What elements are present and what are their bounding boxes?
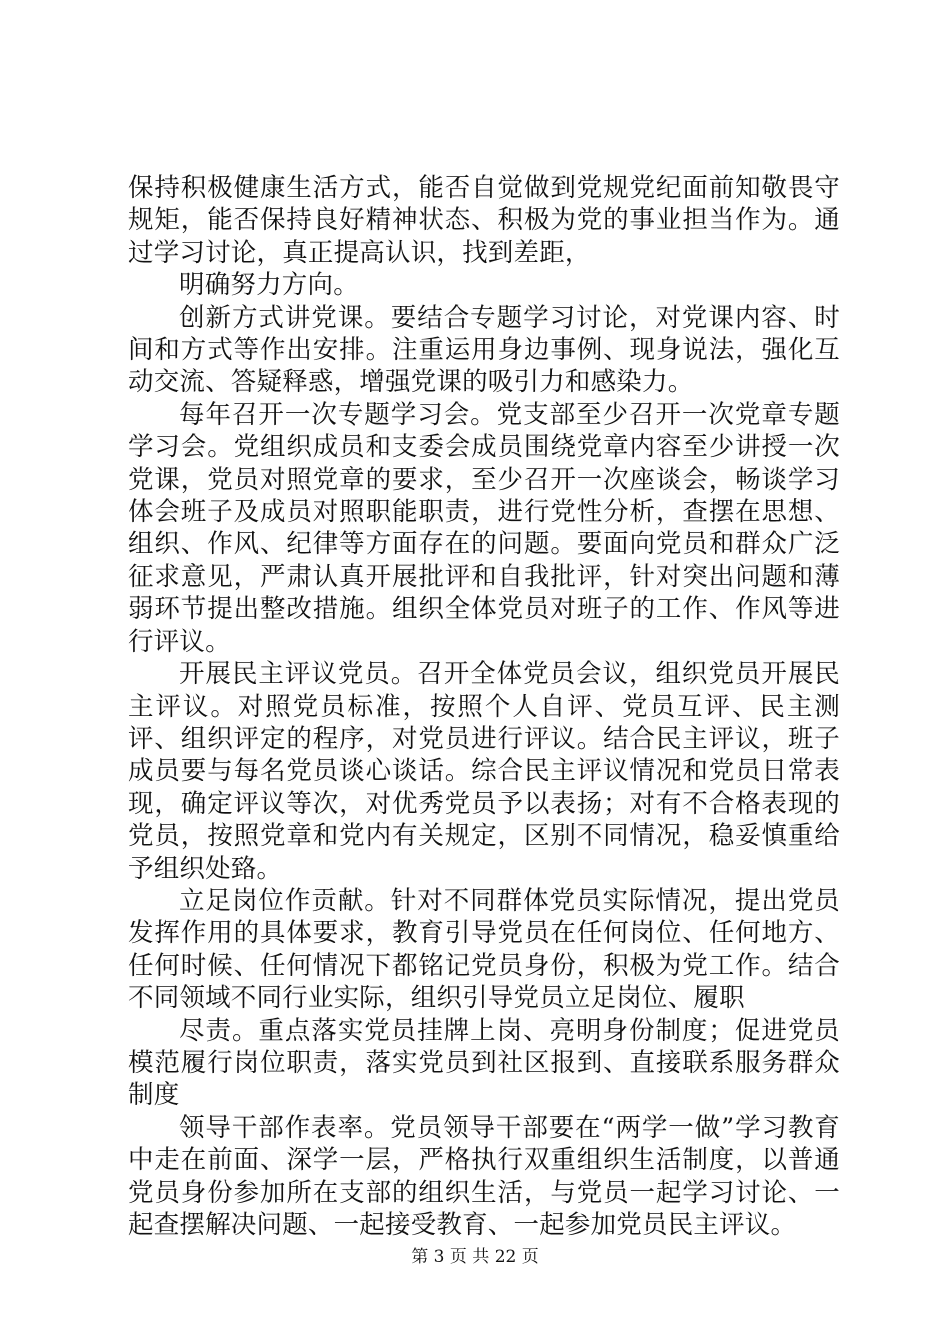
paragraph-1: 保持积极健康生活方式，能否自觉做到党规党纪面前知敬畏守规矩，能否保持良好精神状态、积极为党的事业担当作为。通过学习讨论，真正提高认识，找到差距，	[128, 173, 840, 268]
page-number-footer: 第 3 页 共 22 页	[411, 1247, 539, 1267]
paragraph-4: 每年召开一次专题学习会。党支部至少召开一次党章专题学习会。党组织成员和支委会成员围绕党章内容至少讲授一次党课，党员对照党章的要求，至少召开一次座谈会，畅谈学习体会班子及成员对照职能职责，进行党性分析，查摆在思想、组织、作风、纪律等方面存在的问题。要面向党员和群众广泛征求意见，严肃认真开展批评和自我批评，针对突出问题和薄弱环节提出整改措施。组织全体党员对班子的工作、作风等进行评议。	[128, 399, 840, 657]
paragraph-3: 创新方式讲党课。要结合专题学习讨论，对党课内容、时间和方式等作出安排。注重运用身边事例、现身说法，强化互动交流、答疑释惑，增强党课的吸引力和感染力。	[128, 302, 840, 398]
document-body	[128, 172, 840, 1241]
paragraph-8: 领导干部作表率。党员领导干部要在“两学一做”学习教育中走在前面、深学一层，严格执行双重组织生活制度，以普通党员身份参加所在支部的组织生活，与党员一起学习讨论、一起查摆解决问题、一起接受教育、一起参加党员民主评议。	[128, 1112, 840, 1240]
paragraph-5: 开展民主评议党员。召开全体党员会议，组织党员开展民主评议。对照党员标准，按照个人自评、党员互评、民主测评、组织评定的程序，对党员进行评议。结合民主评议，班子成员要与每名党员谈心谈话。综合民主评议情况和党员日常表现，确定评议等次，对优秀党员予以表扬；对有不合格表现的党员，按照党章和党内有关规定，区别不同情况，稳妥慎重给予组织处臵。	[128, 659, 840, 884]
paragraph-2: 明确努力方向。	[179, 270, 359, 301]
paragraph-7: 尽责。重点落实党员挂牌上岗、亮明身份制度；促进党员模范履行岗位职责，落实党员到社区报到、直接联系服务群众制度	[128, 1015, 840, 1111]
paragraph-6: 立足岗位作贡献。针对不同群体党员实际情况，提出党员发挥作用的具体要求，教育引导党员在任何岗位、任何地方、任何时候、任何情况下都铭记党员身份，积极为党工作。结合不同领域不同行业实际，组织引导党员立足岗位、履职	[128, 885, 840, 1014]
